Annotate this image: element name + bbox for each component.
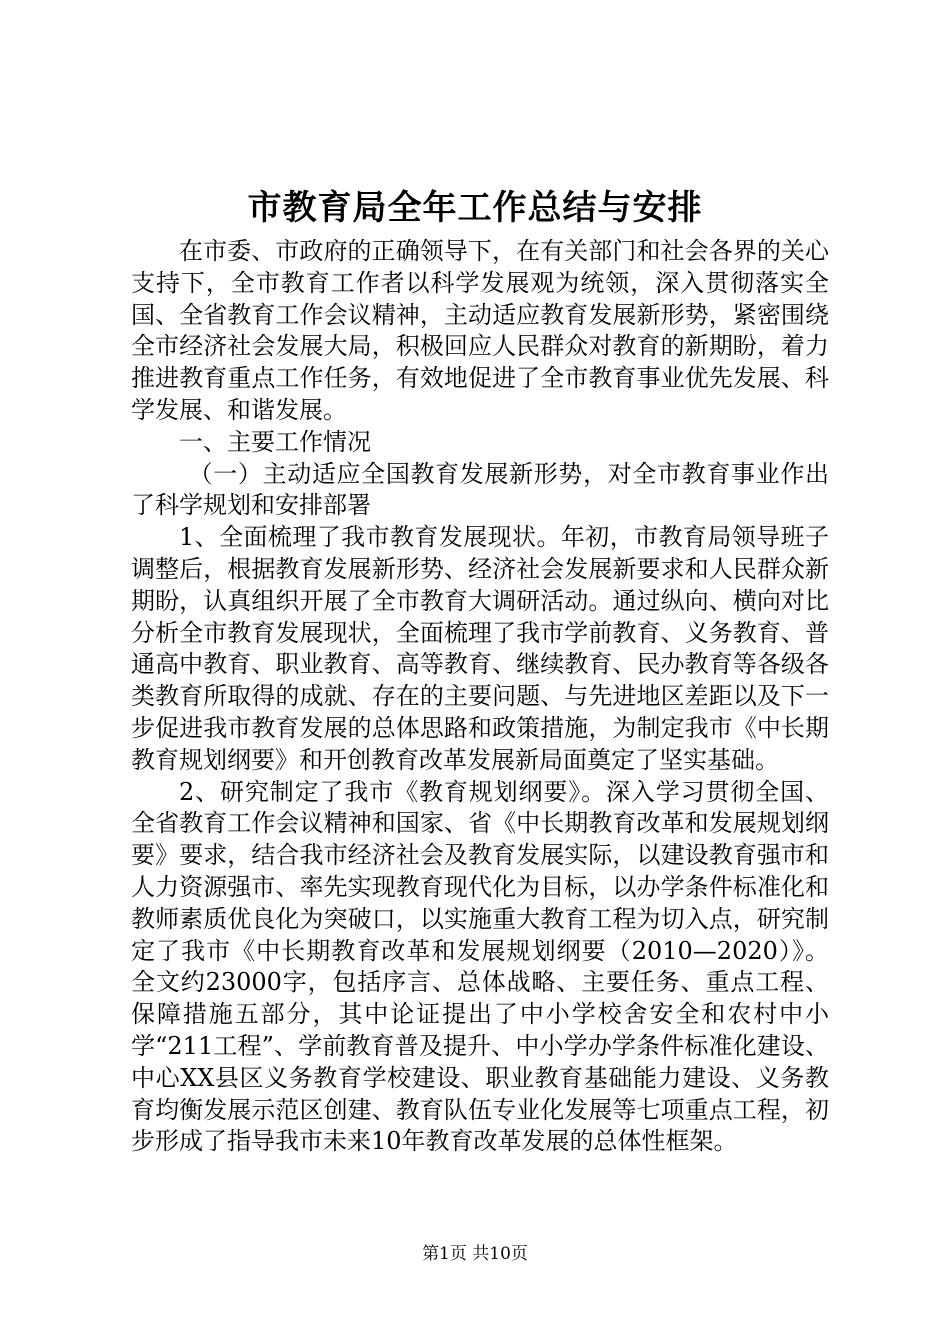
body-paragraph-1: 1、全面梳理了我市教育发展现状。年初，市教育局领导班子调整后，根据教育发展新形势、经济社会发展新要求和人民群众新期盼，认真组织开展了全市教育大调研活动。通过纵向、横向对比分析全市教育发展现状，全面梳理了我市学前教育、义务教育、普通高中教育、职业教育、高等教育、继续教育、民办教育等各级各类教育所取得的成就、存在的主要问题、与先进地区差距以及下一步促进我市教育发展的总体思路和政策措施，为制定我市《中长期教育规划纲要》和开创教育改革发展新局面奠定了坚实基础。 — [131, 523, 829, 774]
intro-paragraph: 在市委、市政府的正确领导下，在有关部门和社会各界的关心支持下，全市教育工作者以科学发展观为统领，深入贯彻落实全国、全省教育工作会议精神，主动适应教育发展新形势，紧密围绕全市经济社会发展大局，积极回应人民群众对教育的新期盼，着力推进教育重点工作任务，有效地促进了全市教育事业优先发展、科学发展、和谐发展。 — [131, 237, 829, 424]
subsection-heading: （一）主动适应全国教育发展新形势，对全市教育事业作出了科学规划和安排部署 — [131, 459, 829, 520]
body-paragraph-2: 2、研究制定了我市《教育规划纲要》。深入学习贯彻全国、全省教育工作会议精神和国家、省《中长期教育改革和发展规划纲要》要求，结合我市经济社会及教育发展实际，以建设教育强市和人力资源强市、率先实现教育现代化为目标，以办学条件标准化和教师素质优良化为突破口，以实施重大教育工程为切入点，研究制定了我市《中长期教育改革和发展规划纲要（2010—2020）》。全文约23000字，包括序言、总体战略、主要任务、重点工程、保障措施五部分，其中论证提出了中小学校舍安全和农村中小学“211工程”、学前教育普及提升、中小学办学条件标准化建设、中心XX县区义务教育学校建设、职业教育基础能力建设、义务教育均衡发展示范区创建、教育队伍专业化发展等七项重点工程，初步形成了指导我市未来10年教育改革发展的总体性框架。 — [131, 777, 829, 1156]
page-footer: 第1页 共10页 — [422, 1244, 528, 1264]
document-body — [131, 236, 829, 1158]
document-title: 市教育局全年工作总结与安排 — [247, 188, 703, 228]
section-heading: 一、主要工作情况 — [179, 427, 371, 456]
